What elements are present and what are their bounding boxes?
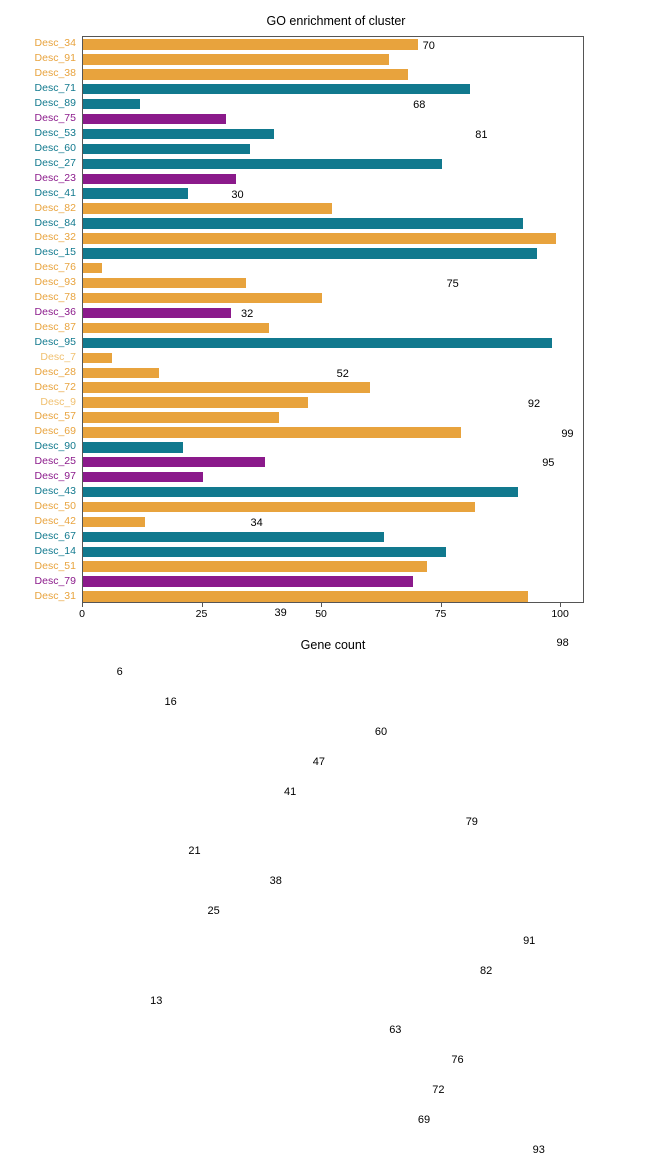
bar-value-label: 30 <box>231 188 244 201</box>
y-tick-label: Desc_97 <box>34 470 76 483</box>
y-tick-label: Desc_31 <box>34 589 76 602</box>
y-tick-label: Desc_14 <box>34 544 76 557</box>
bar-value-label: 92 <box>527 397 541 410</box>
y-tick-label: Desc_71 <box>34 82 76 95</box>
bar-value-label: 63 <box>389 1024 402 1037</box>
bar-value-label: 82 <box>480 964 493 977</box>
bar-value-label: 25 <box>207 905 220 918</box>
y-tick-label: Desc_25 <box>34 455 76 468</box>
x-tick-mark <box>82 603 83 607</box>
bar[interactable] <box>83 54 389 64</box>
y-tick-label: Desc_84 <box>34 216 76 229</box>
bar[interactable] <box>83 457 265 467</box>
bar-value-label: 32 <box>240 308 254 321</box>
bar-value-label: 39 <box>274 606 287 619</box>
bar[interactable] <box>83 561 427 571</box>
y-tick-label: Desc_89 <box>34 97 76 110</box>
x-tick-label: 50 <box>315 608 327 620</box>
y-tick-label: Desc_57 <box>34 410 76 423</box>
bar-value-label: 52 <box>336 367 349 380</box>
bar[interactable] <box>83 174 236 184</box>
y-tick-label: Desc_67 <box>34 529 76 542</box>
bar-value-label: 91 <box>523 934 536 947</box>
bar[interactable] <box>83 353 112 363</box>
y-tick-label: Desc_23 <box>34 171 76 184</box>
bar[interactable] <box>83 547 446 557</box>
bar[interactable] <box>83 576 413 586</box>
y-tick-label: Desc_90 <box>34 440 76 453</box>
bar-row <box>83 263 583 273</box>
y-tick-label: Desc_95 <box>34 335 76 348</box>
bar-row <box>83 188 583 198</box>
bar[interactable] <box>83 248 537 258</box>
y-tick-label: Desc_78 <box>34 291 76 304</box>
y-tick-label: Desc_9 <box>40 395 76 408</box>
y-tick-label: Desc_93 <box>34 276 76 289</box>
bar[interactable] <box>83 293 322 303</box>
bar[interactable] <box>83 159 442 169</box>
bar[interactable] <box>83 129 274 139</box>
bar[interactable] <box>83 278 246 288</box>
x-tick-mark <box>321 603 322 607</box>
bar[interactable] <box>83 442 183 452</box>
bar-value-label: 69 <box>417 1114 431 1126</box>
y-tick-label: Desc_41 <box>34 186 76 199</box>
x-tick-mark <box>202 603 203 607</box>
bar[interactable] <box>83 397 308 407</box>
x-tick-mark <box>441 603 442 607</box>
y-tick-label: Desc_91 <box>34 52 76 65</box>
bar-value-label: 47 <box>312 755 325 768</box>
bar-value-label: 93 <box>532 1143 545 1156</box>
bar[interactable] <box>83 188 188 198</box>
x-tick-mark <box>560 603 561 607</box>
bar[interactable] <box>83 218 523 228</box>
bar-value-label: 98 <box>556 636 569 649</box>
bar-row <box>83 129 583 142</box>
bar-row <box>83 54 583 64</box>
bar-row <box>83 99 583 112</box>
y-tick-label: Desc_60 <box>34 141 76 154</box>
bar[interactable] <box>83 233 556 243</box>
bar-value-label: 75 <box>446 278 459 291</box>
y-tick-label: Desc_27 <box>34 156 76 169</box>
bar[interactable] <box>83 114 226 124</box>
bar-value-label: 21 <box>188 845 201 858</box>
bar-value-label: 81 <box>475 129 488 142</box>
bar-value-label: 68 <box>413 99 426 112</box>
bar-value-label: 16 <box>164 696 177 709</box>
y-tick-label: Desc_69 <box>34 425 76 438</box>
y-tick-label: Desc_7 <box>40 350 76 363</box>
y-tick-label: Desc_28 <box>34 365 76 378</box>
bar-value-label: 6 <box>116 666 123 679</box>
y-tick-label: Desc_43 <box>34 485 76 498</box>
bar-value-label: 34 <box>250 517 263 530</box>
y-tick-label: Desc_51 <box>34 559 76 572</box>
bar[interactable] <box>83 144 250 154</box>
bar[interactable] <box>83 427 461 437</box>
x-axis-title: Gene count <box>300 638 366 652</box>
y-tick-label: Desc_32 <box>34 231 76 244</box>
bar[interactable] <box>83 263 102 273</box>
bar[interactable] <box>83 368 159 378</box>
x-tick-label: 25 <box>195 608 208 620</box>
bar-row <box>83 308 583 321</box>
bar[interactable] <box>83 472 203 482</box>
bar[interactable] <box>83 412 279 422</box>
bar[interactable] <box>83 502 475 512</box>
chart-title: GO enrichment of cluster <box>266 14 406 28</box>
y-tick-label: Desc_15 <box>34 246 76 259</box>
bar[interactable] <box>83 532 384 542</box>
bar[interactable] <box>83 39 418 49</box>
y-tick-label: Desc_42 <box>34 514 76 527</box>
bar[interactable] <box>83 84 470 94</box>
bar[interactable] <box>83 308 231 318</box>
bar[interactable] <box>83 517 145 527</box>
y-tick-label: Desc_87 <box>34 320 76 333</box>
bar-row <box>83 39 583 52</box>
bar-value-label: 41 <box>284 785 297 798</box>
y-tick-label: Desc_50 <box>34 500 76 512</box>
bar-value-label: 76 <box>451 1054 464 1067</box>
bar[interactable] <box>83 487 518 497</box>
y-tick-label: Desc_76 <box>34 261 76 274</box>
bar-value-label: 13 <box>150 994 163 1007</box>
bar-value-label: 99 <box>561 427 574 440</box>
bar-value-label: 38 <box>269 875 282 888</box>
bar-row <box>83 144 583 154</box>
y-tick-label: Desc_38 <box>34 67 76 80</box>
y-tick-label: Desc_72 <box>34 380 76 393</box>
bar[interactable] <box>83 382 370 392</box>
y-tick-label: Desc_79 <box>34 574 76 587</box>
bar[interactable] <box>83 99 140 109</box>
y-axis-tick-labels <box>0 36 76 603</box>
bar[interactable] <box>83 203 332 213</box>
y-tick-label: Desc_53 <box>34 126 76 139</box>
y-tick-label: Desc_82 <box>34 201 76 214</box>
x-tick-label: 100 <box>551 608 569 620</box>
y-tick-label: Desc_75 <box>34 112 76 125</box>
bar-row <box>83 293 583 303</box>
bar[interactable] <box>83 338 552 348</box>
x-tick-label: 0 <box>79 608 85 620</box>
y-tick-label: Desc_34 <box>34 37 76 50</box>
x-tick-label: 75 <box>434 608 447 620</box>
bar-value-label: 79 <box>465 815 478 828</box>
x-axis <box>79 603 584 633</box>
bar[interactable] <box>83 69 408 79</box>
bar-value-label: 70 <box>422 39 435 52</box>
bar-value-label: 60 <box>374 726 388 739</box>
bar[interactable] <box>83 591 528 601</box>
y-tick-label: Desc_36 <box>34 306 76 319</box>
bar-row <box>83 69 583 112</box>
bar-value-label: 95 <box>542 457 555 470</box>
bar-value-label: 72 <box>432 1084 445 1097</box>
bar[interactable] <box>83 323 269 333</box>
